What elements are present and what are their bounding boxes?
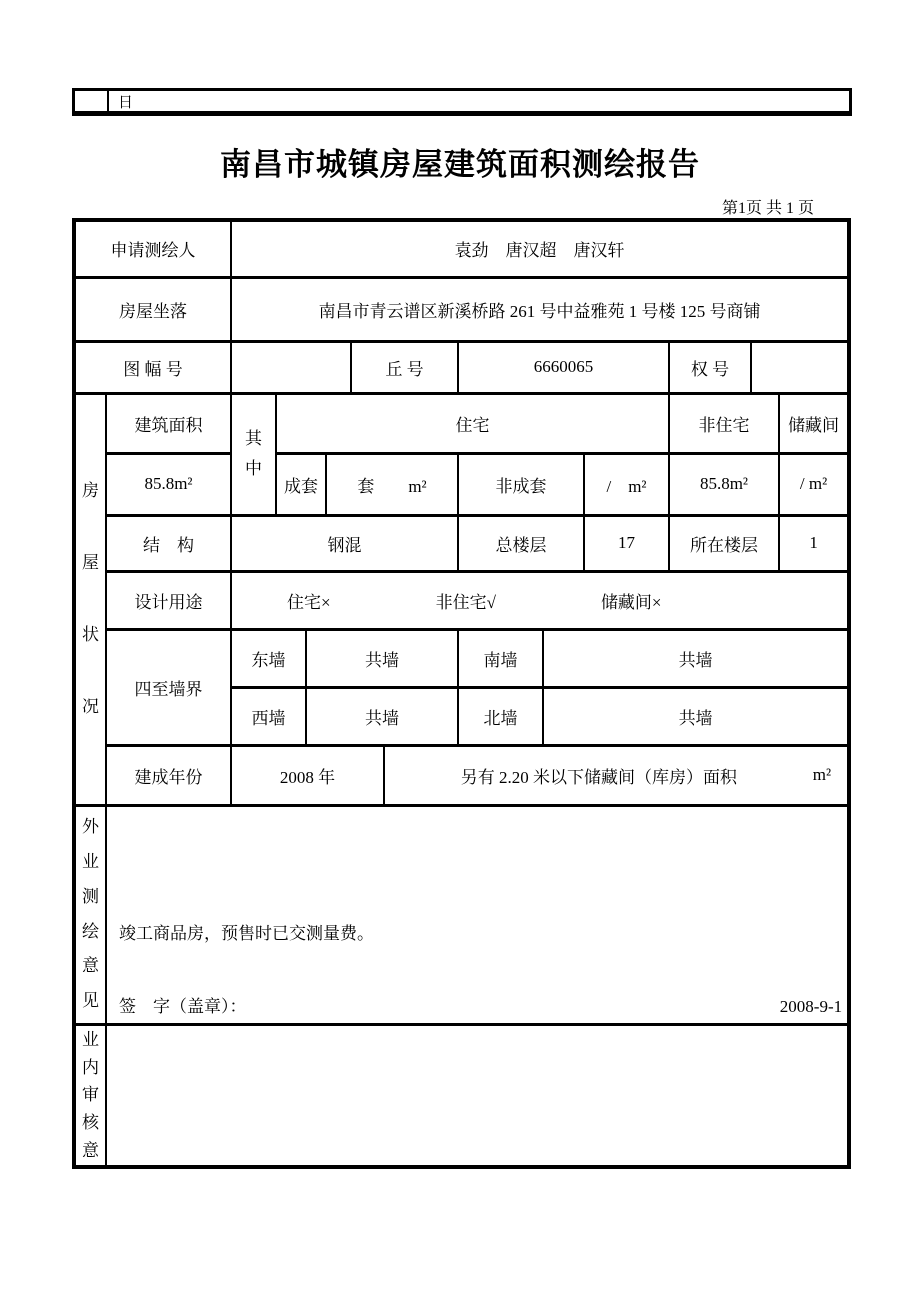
- incomplete-set-value: / m²: [584, 453, 669, 515]
- non-residential-value: 85.8m²: [669, 453, 779, 515]
- non-residential-header: 非住宅: [669, 393, 779, 453]
- page-number-info: 第1页 共 1 页: [721, 200, 814, 217]
- field-survey-content-cell: [106, 805, 849, 1024]
- field-survey-vertical-text: 外业测绘意见: [81, 816, 99, 1011]
- top-strip: [72, 88, 852, 116]
- row-ids: [74, 341, 849, 393]
- year-built-label: 建成年份: [106, 745, 231, 805]
- among-label: [231, 393, 276, 515]
- row-structure: [74, 515, 849, 571]
- storage-extra-unit: m²: [812, 765, 832, 784]
- applicant-label: 申请测绘人: [74, 220, 231, 277]
- complete-set-value: 套 m²: [326, 453, 458, 515]
- total-floors-label: 总楼层: [458, 515, 584, 571]
- structure-label: 结 构: [106, 515, 231, 571]
- design-use-storage: 储藏间×: [600, 592, 662, 612]
- row-location: [74, 277, 849, 341]
- building-area-label: 建筑面积: [106, 393, 231, 453]
- location-label: 房屋坐落: [74, 277, 231, 341]
- north-wall-value: 共墙: [543, 687, 849, 745]
- applicant-value: 袁劲 唐汉超 唐汉轩: [231, 220, 849, 277]
- walls-label: 四至墙界: [106, 629, 231, 745]
- plot-number-label: 丘 号: [351, 341, 458, 393]
- year-built-value: 2008 年: [231, 745, 384, 805]
- design-use-label: 设计用途: [106, 571, 231, 629]
- located-floor-value: 1: [779, 515, 849, 571]
- internal-review-content-cell: [106, 1024, 849, 1167]
- south-wall-value: 共墙: [543, 629, 849, 687]
- row-year-built: [74, 745, 849, 805]
- row-internal-review: [74, 1024, 849, 1167]
- map-number-label: 图 幅 号: [74, 341, 231, 393]
- row-area-values: [74, 453, 849, 515]
- design-use-residential: 住宅×: [287, 592, 331, 612]
- signature-label: 签 字（盖章）：: [119, 996, 247, 1016]
- page-title: 南昌市城镇房屋建筑面积测绘报告: [220, 147, 700, 182]
- design-use-non-residential: 非住宅√: [435, 592, 496, 612]
- top-strip-label: 日: [118, 94, 134, 111]
- map-number-value: [231, 341, 351, 393]
- storage-header: 储藏间: [779, 393, 849, 453]
- incomplete-set-label: 非成套: [458, 453, 584, 515]
- west-wall-label: 西墙: [231, 687, 306, 745]
- deed-number-value: [751, 341, 849, 393]
- design-use-value-cell: [231, 571, 849, 629]
- survey-date: 2008-9-1: [779, 996, 843, 1016]
- house-status-vertical-label: [74, 393, 106, 805]
- row-area-header: [74, 393, 849, 453]
- field-survey-comment: 竣工商品房，预售时已交测量费。: [119, 923, 374, 943]
- storage-extra-cell: [384, 745, 849, 805]
- building-area-total: 85.8m²: [106, 453, 231, 515]
- storage-value: / m²: [779, 453, 849, 515]
- row-walls-east-south: [74, 629, 849, 687]
- residential-header: 住宅: [276, 393, 669, 453]
- internal-review-vertical-text: 业内审核意: [81, 1030, 99, 1160]
- total-floors-value: 17: [584, 515, 669, 571]
- internal-review-vertical-label: [74, 1024, 106, 1167]
- among-vertical-text: 其中: [244, 429, 262, 478]
- complete-set-label: 成套: [276, 453, 326, 515]
- report-table: [72, 218, 851, 1169]
- plot-number-value: 6660065: [458, 341, 669, 393]
- structure-value: 钢混: [231, 515, 458, 571]
- row-design-use: [74, 571, 849, 629]
- north-wall-label: 北墙: [458, 687, 543, 745]
- east-wall-value: 共墙: [306, 629, 458, 687]
- location-value: 南昌市青云谱区新溪桥路 261 号中益雅苑 1 号楼 125 号商铺: [231, 277, 849, 341]
- south-wall-label: 南墙: [458, 629, 543, 687]
- house-status-vertical-text: 房屋状况: [81, 480, 99, 717]
- field-survey-vertical-label: [74, 805, 106, 1024]
- located-floor-label: 所在楼层: [669, 515, 779, 571]
- east-wall-label: 东墙: [231, 629, 306, 687]
- row-field-survey: [74, 805, 849, 1024]
- top-strip-empty-cell: [75, 91, 109, 111]
- storage-extra-label: 另有 2.20 米以下储藏间（库房）面积: [460, 767, 738, 787]
- deed-number-label: 权 号: [669, 341, 751, 393]
- west-wall-value: 共墙: [306, 687, 458, 745]
- row-applicant: [74, 220, 849, 277]
